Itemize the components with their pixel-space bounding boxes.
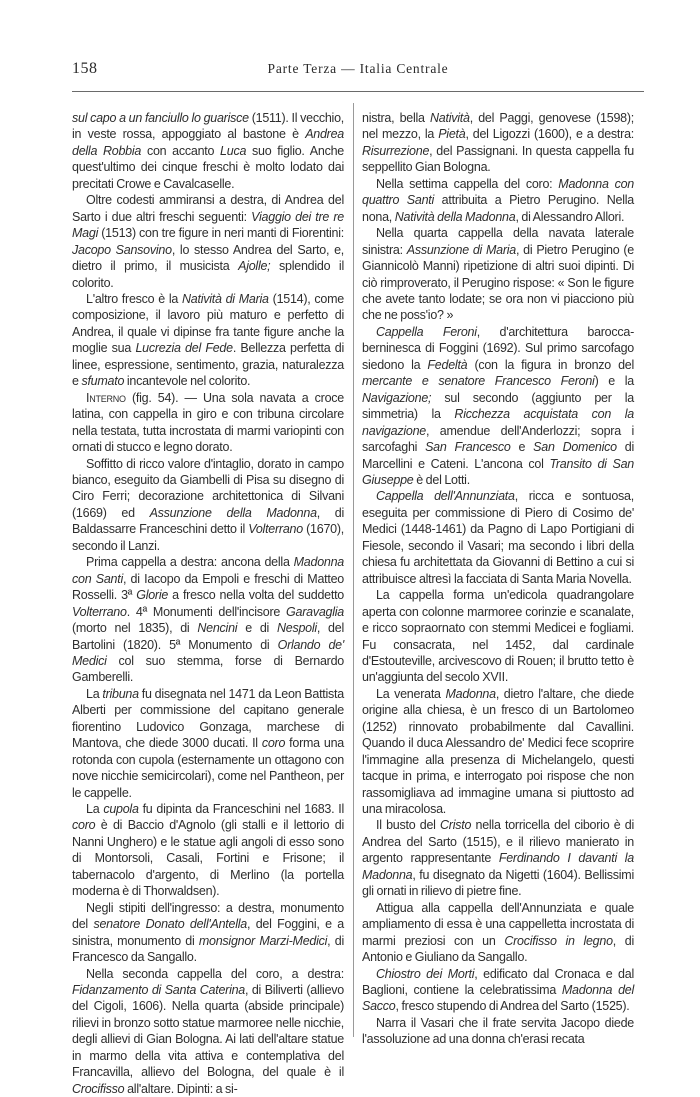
italic-text: Ricchezza acquistata con la navigazione [362, 407, 634, 438]
text-run: , di Pietro Perugino (e Giannicolò Manni) ripetizione di altri suoi dipinti. Di ciò rimproverato, il Perugino rispose: « Son le figure che avete tanto lodate; se ora non vi piacciono più che ne poss'io? » [362, 242, 634, 323]
text-run: , del Passignani. In questa cappella fu seppellito Gian Bologna. [362, 143, 634, 175]
text-run: fu disegnata nel 1471 da Leon Battista Alberti per commissione del capitano generale fiorentino Ludovico Gonzaga, marchese di Mantova, che diede 3000 ducati. Il [72, 686, 344, 751]
text-run: all'altare. Dipinti: a si- [124, 1081, 238, 1096]
right-column-paragraph [362, 686, 634, 818]
italic-text: Crocifisso [72, 1081, 125, 1096]
small-caps-text: Interno [86, 390, 126, 405]
text-run: suo figlio. Anche quest'ultimo dei cinque freschi è molto lodato dai precitati Crowe e Cavalcaselle. [72, 143, 344, 191]
text-run: fu dipinta da Franceschini nel 1683. Il [138, 802, 344, 817]
italic-text: Ajolle; [238, 259, 271, 274]
italic-text: Navigazione; [362, 390, 432, 405]
left-column-paragraph [72, 291, 344, 390]
text-run: , dietro l'altare, che diede origine alla chiesa, è un fresco di un Bartolomeo (1252) rinnovato probabilmente dal Cavallini. Quando il duca Alessandro de' Medici fece scoprire l'immagine alla presenza di Michelangelo, questi tacque in prima, e interrogato poi rispose che non rassomigliava ad immagine umana si piuttosto ad una miracolosa. [362, 686, 635, 817]
right-column-paragraph [362, 225, 634, 324]
right-text-column [362, 110, 635, 1047]
italic-text: tribuna [102, 686, 139, 701]
italic-text: Madonna del Sacco [362, 983, 635, 1014]
right-column-paragraph [362, 587, 634, 686]
page-header [72, 60, 644, 82]
right-column-paragraph [362, 488, 634, 587]
text-run: nella torricella del ciborio è di Andrea del Sarto (1515), e il rilievo manierato in argento rappresentante [362, 818, 634, 866]
italic-text: mercante e senatore Francesco Feroni [362, 374, 595, 389]
left-column-paragraph [72, 456, 344, 555]
italic-text: Lucrezia del Fede [135, 341, 233, 356]
text-run: Nella seconda cappella del coro, a destra: [86, 966, 344, 981]
italic-text: Chiostro dei Morti [376, 966, 475, 981]
text-run: (1514), come composizione, il lavoro più maturo e perfetto di Andrea, il quale vi dipinse fra tante figure anche la moglie sua [72, 291, 344, 356]
text-run: ) e la [594, 374, 634, 389]
italic-text: senatore Donato dell'Antella [93, 917, 247, 932]
text-run: è del Lotti. [413, 472, 470, 487]
text-run: , del Bartolini (1820). 5ª Monumento di [72, 621, 344, 652]
text-run: forma una rotonda con cupola (esternamente un ottagono con nove nicchie semicircolari), come nel Pantheon, per le cappelle. [72, 736, 344, 800]
left-column-paragraph [72, 966, 344, 1097]
text-run: con accanto [141, 143, 221, 158]
text-run: a fresco nella volta del suddetto [168, 588, 345, 603]
italic-text: Transito di San Giuseppe [362, 456, 634, 487]
text-run: , fu disegnato da Nigetti (1604). Bellissimi gli ornati in rilievo di pietre fine. [362, 867, 634, 899]
text-run: , del Ligozzi (1600), e a destra: [465, 127, 634, 142]
text-run: , di Baldassarre Franceschini detto il [72, 505, 344, 537]
italic-text: Assunzione di Maria [406, 242, 516, 257]
right-column-paragraph [362, 110, 634, 176]
italic-text: San Domenico [533, 440, 617, 455]
text-run: , ricca e sontuosa, eseguita per commissione di Piero di Cosimo de' Medici (1448-1461) da Pagno di Lapo Portigiani di Fiesole, secondo il Vasari; ma secondo i libri della chiesa fu architettata da Giovanni di Bettino a cui si attribuisce altresì la facciata di Santa Maria Novella. [362, 489, 634, 586]
italic-text: Natività della Madonna [394, 209, 516, 224]
text-run: L'altro fresco è la [86, 291, 183, 306]
text-run: , del Paggi, genovese (1598); nel mezzo, la [362, 111, 634, 142]
left-column-paragraph [72, 900, 344, 966]
text-run: , lo stesso Andrea del Sarto, e, dietro il primo, il musicista [72, 242, 344, 274]
right-column-paragraph [362, 1015, 634, 1048]
text-run: , d'architettura barocca-berninesca di Foggini (1692). Sul primo sarcofago siedono la [362, 324, 635, 372]
text-run: Prima cappella a destra: ancona della [86, 555, 294, 570]
text-run: (fig. 54). — Una sola navata a croce latina, con cappella in giro e con tribuna circolare nella testata, tutta incrostata di marmi variopinti con ornati di stucco e legno dorato. [72, 390, 344, 455]
right-column-paragraph [362, 900, 634, 966]
text-run: . Bellezza perfetta di linee, espressione, sentimento, grazia, naturalezza e [72, 341, 344, 389]
italic-text: Fidanzamento di Santa Caterina [72, 983, 245, 998]
italic-text: Nencini [197, 621, 238, 636]
italic-text: Jacopo Sansovino [72, 242, 172, 257]
italic-text: Garavaglia [286, 604, 344, 619]
text-run: Nella quarta cappella della navata laterale sinistra: [362, 226, 634, 257]
italic-text: Luca [220, 143, 247, 158]
text-run: , fresco stupendo di Andrea del Sarto (1525). [395, 999, 630, 1014]
left-column-paragraph [72, 110, 344, 192]
text-run: , di Antonio e Giuliano da Sangallo. [362, 933, 634, 965]
text-run: (morto nel 1835), di [72, 621, 198, 636]
italic-text: Fedeltà [427, 357, 468, 372]
text-run: , di Iacopo da Empoli e freschi di Matteo Rosselli. 3ª [72, 571, 344, 603]
italic-text: Assunzione della Madonna [149, 505, 317, 520]
text-run: , edificato dal Cronaca e dal Baglioni, contiene la celebratissima [362, 966, 634, 998]
italic-text: Viaggio dei tre re Magi [72, 209, 344, 241]
left-column-paragraph [72, 686, 344, 801]
left-column-paragraph [72, 554, 344, 686]
text-run: (1511). Il vecchio, in veste rossa, appoggiato al bastone è [72, 111, 345, 142]
text-run: è di Baccio d'Agnolo (gli stalli e il lettorio di Nanni Unghero) e le statue agli angoli di esso sono di Montorsoli, Casali, Fortini e Frisone; il tabernacolo d'argento, di Merlino (la portella moderna è di Thorwaldsen). [72, 818, 344, 899]
page-number: 158 [72, 60, 98, 77]
text-run: sul secondo (aggiunto per la simmetria) la [362, 390, 634, 422]
right-column-paragraph [362, 176, 634, 225]
italic-text: Crocifisso in legno [504, 933, 613, 948]
text-run: splendido il colorito. [72, 259, 344, 290]
text-run: attribuita a Pietro Perugino. Nella nona, [362, 193, 634, 224]
italic-text: coro [261, 736, 286, 751]
text-run: nistra, bella [362, 111, 431, 125]
right-column-paragraph [362, 966, 634, 1015]
text-run: Soffitto di ricco valore d'intaglio, dorato in campo bianco, eseguito da Giambelli di Pisa su disegno di Ciro Ferri; decorazione architettonica di Silvani (1669) ed [72, 456, 344, 520]
italic-text: Pietà [438, 127, 466, 142]
italic-text: Madonna [445, 686, 496, 701]
italic-text: Volterrano [248, 522, 303, 537]
text-run: (1513) con tre figure in neri manti di Fiorentini: [98, 226, 344, 241]
text-run: incantevole nel colorito. [124, 374, 251, 389]
text-run: . 4ª Monumenti dell'incisore [126, 604, 287, 619]
italic-text: Orlando de' Medici [72, 637, 345, 668]
italic-text: sul capo a un fanciullo lo guarisce [72, 111, 249, 125]
left-column-paragraph [72, 390, 344, 456]
text-run: e di [237, 621, 277, 636]
italic-text: cupola [103, 802, 139, 817]
header-rule [72, 91, 644, 92]
italic-text: Cappella Feroni [376, 324, 477, 339]
italic-text: Natività di Maria [182, 291, 269, 306]
text-run: Oltre codesti ammiransi a destra, di Andrea del Sarto i due altri freschi seguenti: [72, 193, 344, 224]
text-run: col suo stemma, forse di Bernardo Gamberelli. [72, 653, 344, 685]
text-run: , amendue dell'Anderlozzi; sopra i sarcofaghi [362, 423, 634, 455]
italic-text: Madonna con Santi [72, 555, 344, 586]
text-run: (1670), secondo il Lanzi. [72, 522, 344, 553]
text-run: Narra il Vasari che il frate servita Jacopo diede l'assoluzione ad una donna ch'erasi recata [362, 1015, 634, 1047]
running-title: Parte Terza — Italia Centrale [267, 61, 449, 76]
italic-text: Cristo [440, 818, 472, 833]
text-run: e [510, 440, 534, 455]
italic-text: Ferdinando I davanti la Madonna [362, 851, 634, 882]
column-divider [353, 103, 354, 1037]
italic-text: Cappella dell'Annunziata [376, 489, 515, 504]
italic-text: monsignor Marzi-Medici [198, 933, 328, 948]
text-run: La [86, 802, 104, 817]
italic-text: Natività [430, 111, 470, 125]
left-text-column [72, 110, 345, 1096]
text-run: La [86, 686, 103, 701]
text-run: di Marcellini e Cateni. L'ancona col [362, 440, 634, 471]
text-run: , del Foggini, e a sinistra, monumento di [72, 917, 345, 948]
italic-text: Risurrezione [362, 143, 430, 158]
italic-text: sfumato [81, 374, 125, 389]
right-column-paragraph [362, 324, 634, 489]
text-run: La cappella forma un'edicola quadrangolare aperta con colonne marmoree corinzie e scanalate, e ricco sopraornato con stemmi Medicei e fogliami. Fu consacrata, nel 1452, dal cardinale d'Estouteville, arcivescovo di Rouen; il brutto tetto è un'aggiunta del secolo XVII. [362, 588, 634, 685]
italic-text: Volterrano [72, 604, 127, 619]
italic-text: Nespoli [276, 621, 317, 636]
italic-text: Andrea della Robbia [72, 127, 344, 158]
italic-text: Madonna con quattro Santi [362, 176, 634, 208]
text-run: Nella settima cappella del coro: [376, 176, 559, 191]
italic-text: San Francesco [425, 440, 511, 455]
text-run: , di Alessandro Allori. [515, 209, 625, 224]
text-run: Il busto del [376, 818, 441, 833]
italic-text: coro [72, 818, 96, 833]
text-run: , di Francesco da Sangallo. [72, 933, 344, 965]
right-column-paragraph [362, 817, 634, 899]
left-column-paragraph [72, 801, 344, 900]
text-run: , di Biliverti (allievo del Cigoli, 1606). Nella quarta (abside principale) rilievi in bronzo sotto statue marmoree nelle nicchie, degli allievi di Gian Bologna. Ai lati dell'altare statue in marmo della vita attiva e contemplativa del Francavilla, allievo del Bologna, del quale è il [72, 983, 344, 1080]
italic-text: Glorie [136, 588, 169, 603]
text-run: La venerata [376, 686, 446, 701]
text-run: (con la figura in bronzo del [467, 357, 635, 372]
text-run: Negli stipiti dell'ingresso: a destra, monumento del [72, 900, 344, 932]
left-column-paragraph [72, 192, 344, 291]
text-run: Attigua alla cappella dell'Annunziata e quale ampliamento di essa è una cappelletta incrostata di marmi preziosi con un [362, 900, 634, 948]
